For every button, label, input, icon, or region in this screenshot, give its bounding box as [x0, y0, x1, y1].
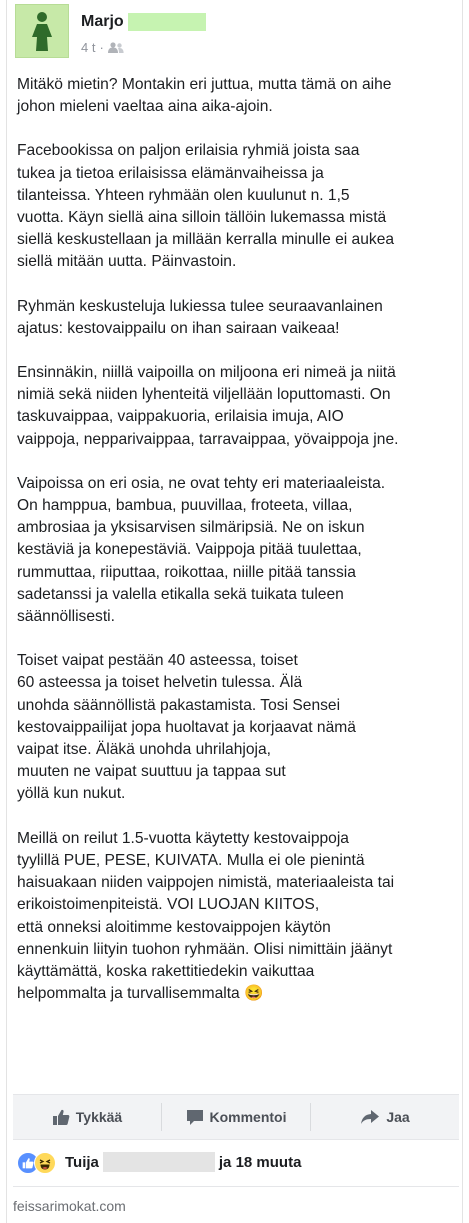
post-paragraph: [17, 828, 463, 1006]
post-paragraph: Ensinnäkin, niillä vaipoilla on miljoona eri nimeä ja niitä nimiä sekä niiden lyhenteitä viljellään loputtomasti. On taskuvaippaa, vaippakuoria, erilaisia imuja, AIO vaippoja, nepparivaippaa, tarravaippaa, yövaippoja jne.: [17, 364, 399, 448]
post-time[interactable]: 4 t: [81, 40, 96, 55]
thumbs-up-icon: [52, 1108, 70, 1126]
reaction-icons: [17, 1150, 63, 1174]
divider: [13, 1186, 459, 1187]
action-bar: [13, 1094, 459, 1140]
post-paragraph: Mitäkö mietin? Montakin eri juttua, mutta tämä on aihe johon mieleni vaeltaa aina aika-ajoin.: [17, 76, 392, 116]
like-label: Tykkää: [75, 1109, 123, 1125]
avatar[interactable]: [15, 4, 69, 58]
post-card: [6, 0, 463, 1223]
post-meta: [81, 40, 124, 55]
post-paragraph: Toiset vaipat pestään 40 asteessa, toiset 60 asteessa ja toiset helvetin tulessa. Älä unohda säännöllistä pakastamista. Tosi Sensei kestovaippailijat jopa huoltavat ja korjaavat nämä vaipat itse. Äläkä unohda uhrilahjoja, muuten ne vaipat suuttuu ja tappaa sut yöllä kun nukut.: [17, 652, 356, 803]
post-paragraph: Facebookissa on paljon erilaisia ryhmiä joista saa tukea ja tietoa erilaisissa elämänvaiheissa ja tilanteissa. Yhteen ryhmään olen kuulunut n. 1,5 vuotta. Käyn siellä aina silloin tällöin lukemassa mistä siellä keskustellaan ja millään kerralla minulle ei aukea siellä mitään uutta. Päinvastoin.: [17, 142, 395, 271]
reaction-others[interactable]: ja 18 muuta: [218, 1153, 302, 1171]
post-paragraph-text: Meillä on reilut 1.5-vuotta käytetty kestovaippoja tyylillä PUE, PESE, KUIVATA. Mulla ei ole pienintä haisuakaan niiden vaippojen nimistä, materiaaleista tai erikoistoimenpiteistä. VOI LUOJAN KIITOS, että onneksi aloitimme kestovaippojen käytön ennenkuin liityin tuohon ryhmään. Olisi nimittäin jäänyt käyttämättä, koska rakettitiedekin vaikuttaa helpommalta ja turvallisemmalta: [17, 829, 395, 1003]
author-row: [81, 11, 206, 33]
comment-button[interactable]: [162, 1095, 310, 1139]
friends-icon[interactable]: [108, 42, 124, 54]
watermark: feissarimokat.com: [13, 1198, 126, 1214]
post-header: [11, 4, 459, 62]
person-silhouette-icon: [29, 11, 55, 51]
share-button[interactable]: [311, 1095, 459, 1139]
reactor-name-redaction: [103, 1152, 215, 1172]
comment-label: Kommentoi: [209, 1109, 287, 1125]
reactor-name[interactable]: Tuija: [65, 1153, 99, 1171]
like-button[interactable]: [13, 1095, 161, 1139]
share-label: Jaa: [386, 1109, 410, 1125]
haha-icon: [34, 1152, 56, 1174]
reactions-row[interactable]: [13, 1144, 459, 1180]
name-redaction: [128, 13, 206, 31]
post-paragraph: Ryhmän keskusteluja lukiessa tulee seuraavanlainen ajatus: kestovaippailu on ihan sairaan vaikeaa!: [17, 297, 383, 337]
comment-icon: [186, 1108, 204, 1126]
post-paragraph: Vaipoissa on eri osia, ne ovat tehty eri materiaaleista. On hamppua, bambua, puuvillaa, froteeta, villaa, ambrosiaa ja yksisarvisen silmäripsiä. Ne on iskun kestäviä ja konepestäviä. Vaippoja pitää tuulettaa, rummuttaa, riiputtaa, roikottaa, niille pitää tanssia sadetanssi ja valella etikalla sekä tuikata tuleen säännöllisesti.: [17, 474, 386, 626]
author-name[interactable]: Marjo: [81, 13, 124, 30]
share-arrow-icon: [360, 1109, 380, 1125]
meta-separator: ·: [99, 40, 104, 55]
laughing-emoji: 😆: [244, 985, 264, 1003]
post-body: [17, 74, 463, 1005]
